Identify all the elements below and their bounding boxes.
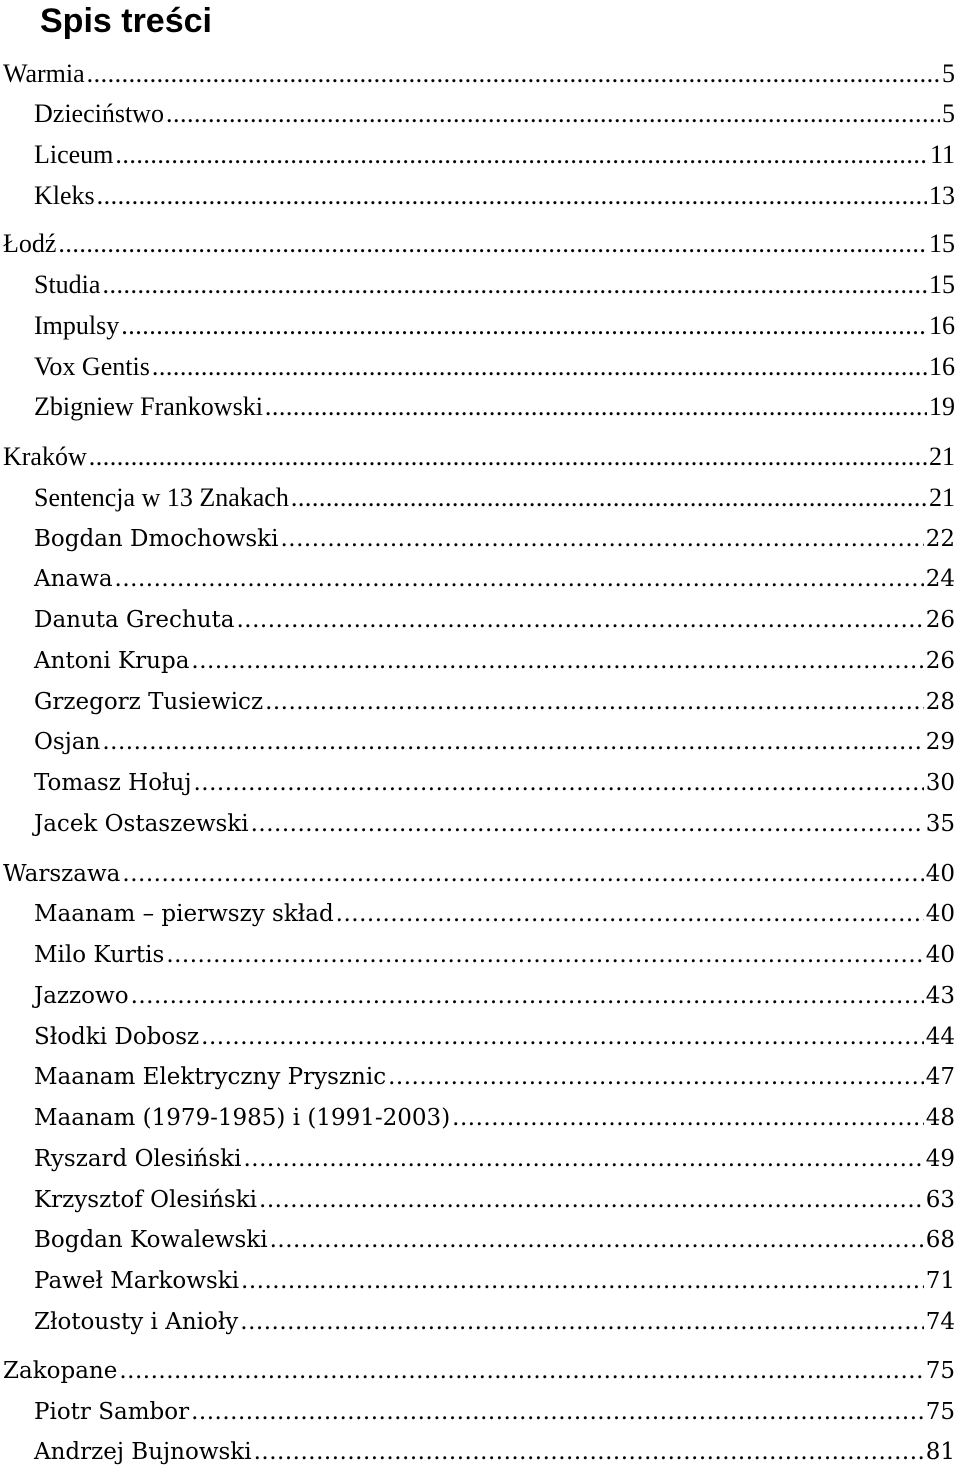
toc-entry-label: Jazzowo xyxy=(34,983,129,1009)
toc-entry[interactable] xyxy=(34,521,955,557)
toc-dot-leader xyxy=(166,937,923,973)
toc-entry-label: Bogdan Dmochowski xyxy=(34,526,279,552)
toc-entry-page-number: 47 xyxy=(925,1064,955,1090)
toc-dot-leader xyxy=(191,643,923,679)
toc-entry-page-number: 30 xyxy=(925,770,955,796)
toc-entry-label: Andrzej Bujnowski xyxy=(34,1439,252,1465)
toc-entry-page-number: 63 xyxy=(925,1187,955,1213)
toc-entry[interactable] xyxy=(34,480,955,516)
toc-entry[interactable] xyxy=(3,439,955,475)
toc-entry[interactable] xyxy=(34,1059,955,1095)
toc-entry[interactable] xyxy=(34,602,955,638)
toc-dot-leader xyxy=(243,1141,923,1177)
toc-dot-leader xyxy=(102,267,927,303)
toc-entry[interactable] xyxy=(3,56,955,92)
toc-entry-page-number: 26 xyxy=(925,648,955,674)
toc-entry[interactable] xyxy=(34,684,955,720)
toc-entry-page-number: 40 xyxy=(925,861,955,887)
toc-dot-leader xyxy=(115,137,928,173)
toc-entry[interactable] xyxy=(34,178,955,214)
toc-entry-label: Bogdan Kowalewski xyxy=(34,1227,268,1253)
toc-dot-leader xyxy=(201,1019,924,1055)
toc-entry-page-number: 44 xyxy=(925,1024,955,1050)
toc-entry-page-number: 75 xyxy=(925,1358,955,1384)
toc-entry-page-number: 22 xyxy=(925,526,955,552)
toc-dot-leader xyxy=(191,1394,924,1430)
toc-entry[interactable] xyxy=(34,561,955,597)
toc-entry-page-number: 15 xyxy=(929,229,955,258)
toc-dot-leader xyxy=(89,439,927,475)
toc-entry[interactable] xyxy=(34,1141,955,1177)
toc-entry-label: Słodki Dobosz xyxy=(34,1024,200,1050)
toc-entry-label: Maanam Elektryczny Prysznic xyxy=(34,1064,387,1090)
toc-entry[interactable] xyxy=(34,806,955,842)
toc-entry[interactable] xyxy=(34,267,955,303)
toc-entry[interactable] xyxy=(3,1353,955,1389)
toc-entry-label: Piotr Sambor xyxy=(34,1399,190,1425)
toc-entry-label: Warmia xyxy=(3,59,85,88)
toc-dot-leader xyxy=(58,226,927,262)
toc-dot-leader xyxy=(166,96,940,132)
toc-entry-page-number: 43 xyxy=(925,983,955,1009)
toc-dot-leader xyxy=(280,521,923,557)
toc-entry-page-number: 28 xyxy=(925,689,955,715)
toc-entry-label: Maanam – pierwszy skład xyxy=(34,901,334,927)
toc-entry-label: Impulsy xyxy=(34,311,120,340)
toc-entry-page-number: 48 xyxy=(925,1105,955,1131)
toc-entry-label: Liceum xyxy=(34,140,114,169)
toc-entry-label: Danuta Grechuta xyxy=(34,607,235,633)
toc-dot-leader xyxy=(251,806,924,842)
toc-entry[interactable] xyxy=(34,643,955,679)
toc-entry[interactable] xyxy=(34,1222,955,1258)
toc-entry[interactable] xyxy=(34,96,955,132)
toc-entry-label: Milo Kurtis xyxy=(34,942,165,968)
toc-dot-leader xyxy=(102,724,923,760)
toc-dot-leader xyxy=(265,389,927,425)
toc-entry-page-number: 68 xyxy=(925,1227,955,1253)
toc-entry-page-number: 16 xyxy=(929,352,955,381)
toc-entry-label: Jacek Ostaszewski xyxy=(34,811,249,837)
toc-dot-leader xyxy=(193,765,923,801)
toc-entry-page-number: 74 xyxy=(925,1309,955,1335)
toc-entry[interactable] xyxy=(34,1263,955,1299)
toc-entry-page-number: 24 xyxy=(925,566,955,592)
toc-entry[interactable] xyxy=(34,1304,955,1340)
toc-entry[interactable] xyxy=(3,226,955,262)
toc-entry-page-number: 19 xyxy=(929,392,955,421)
toc-entry[interactable] xyxy=(34,1100,955,1136)
toc-entry-page-number: 81 xyxy=(925,1439,955,1465)
toc-dot-leader xyxy=(388,1059,924,1095)
toc-entry[interactable] xyxy=(34,1019,955,1055)
toc-entry-label: Antoni Krupa xyxy=(34,648,190,674)
toc-dot-leader xyxy=(115,561,924,597)
toc-entry[interactable] xyxy=(34,137,955,173)
toc-entry[interactable] xyxy=(34,978,955,1014)
toc-entry[interactable] xyxy=(34,308,955,344)
toc-entry-label: Złotousty i Anioły xyxy=(34,1309,239,1335)
toc-dot-leader xyxy=(336,896,924,932)
toc-entry-label: Dzieciństwo xyxy=(34,99,164,128)
toc-entry-page-number: 5 xyxy=(942,99,955,128)
toc-entry-label: Zakopane xyxy=(3,1358,118,1384)
toc-entry[interactable] xyxy=(34,1434,955,1470)
toc-dot-leader xyxy=(121,308,927,344)
toc-entry-page-number: 11 xyxy=(929,140,955,169)
toc-dot-leader xyxy=(254,1434,924,1470)
toc-entry-label: Vox Gentis xyxy=(34,352,150,381)
toc-dot-leader xyxy=(152,349,927,385)
toc-entry-label: Kraków xyxy=(3,442,87,471)
toc-entry-label: Zbigniew Frankowski xyxy=(34,392,263,421)
toc-entry-label: Krzysztof Olesiński xyxy=(34,1187,258,1213)
toc-entry-label: Maanam (1979-1985) i (1991-2003) xyxy=(34,1105,451,1131)
toc-entry-label: Grzegorz Tusiewicz xyxy=(34,689,264,715)
toc-entry-label: Kleks xyxy=(34,181,95,210)
toc-dot-leader xyxy=(270,1222,924,1258)
toc-entry-page-number: 21 xyxy=(929,442,955,471)
toc-dot-leader xyxy=(240,1304,923,1340)
toc-dot-leader xyxy=(291,480,927,516)
toc-entry[interactable] xyxy=(34,389,955,425)
toc-dot-leader xyxy=(122,856,923,892)
toc-entry[interactable] xyxy=(34,1182,955,1218)
toc-entry[interactable] xyxy=(34,349,955,385)
toc-entry-page-number: 35 xyxy=(925,811,955,837)
toc-entry-page-number: 40 xyxy=(925,901,955,927)
toc-entry-label: Ryszard Olesiński xyxy=(34,1146,242,1172)
toc-entry-page-number: 26 xyxy=(925,607,955,633)
toc-entry-page-number: 75 xyxy=(925,1399,955,1425)
toc-entry-page-number: 29 xyxy=(925,729,955,755)
toc-entry-page-number: 16 xyxy=(929,311,955,340)
toc-entry[interactable] xyxy=(34,896,955,932)
toc-entry-label: Paweł Markowski xyxy=(34,1268,240,1294)
toc-entry[interactable] xyxy=(3,856,955,892)
toc-entry-page-number: 15 xyxy=(929,270,955,299)
toc-entry[interactable] xyxy=(34,1394,955,1430)
toc-dot-leader xyxy=(87,56,940,92)
toc-entry-page-number: 49 xyxy=(925,1146,955,1172)
toc-dot-leader xyxy=(97,178,927,214)
page-title: Spis treści xyxy=(40,2,212,40)
toc-dot-leader xyxy=(452,1100,924,1136)
toc-entry-page-number: 71 xyxy=(925,1268,955,1294)
toc-entry[interactable] xyxy=(34,937,955,973)
toc-dot-leader xyxy=(241,1263,924,1299)
toc-entry-label: Anawa xyxy=(34,566,113,592)
toc-dot-leader xyxy=(237,602,924,638)
toc-entry-page-number: 40 xyxy=(925,942,955,968)
toc-entry-page-number: 13 xyxy=(929,181,955,210)
toc-entry-label: Osjan xyxy=(34,729,101,755)
toc-entry-label: Studia xyxy=(34,270,101,299)
toc-entry[interactable] xyxy=(34,765,955,801)
toc-entry-label: Łodź xyxy=(3,229,57,258)
toc-entry-label: Warszawa xyxy=(3,861,121,887)
toc-entry-label: Tomasz Hołuj xyxy=(34,770,192,796)
toc-dot-leader xyxy=(131,978,924,1014)
toc-dot-leader xyxy=(259,1182,924,1218)
toc-entry-page-number: 21 xyxy=(929,483,955,512)
toc-entry[interactable] xyxy=(34,724,955,760)
toc-entry-page-number: 5 xyxy=(942,59,955,88)
toc-dot-leader xyxy=(265,684,924,720)
toc-dot-leader xyxy=(119,1353,923,1389)
toc-entry-label: Sentencja w 13 Znakach xyxy=(34,483,289,512)
